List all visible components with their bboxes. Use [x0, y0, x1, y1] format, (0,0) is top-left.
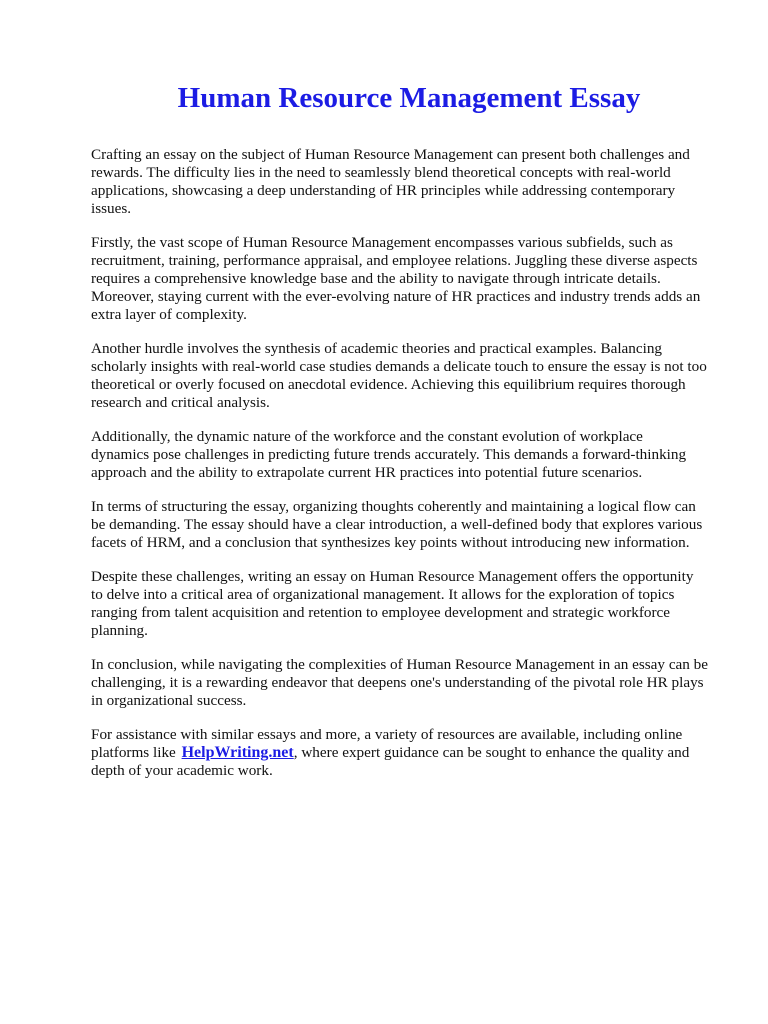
helpwriting-link[interactable]: HelpWriting.net	[181, 744, 294, 761]
text-line: Additionally, the dynamic nature of the workforce and the constant evolution of workplace	[91, 428, 643, 445]
text-line: rewards. The difficulty lies in the need to seamlessly blend theoretical concepts with real-world	[91, 164, 671, 181]
paragraph-8	[91, 726, 731, 780]
text-line: Despite these challenges, writing an essay on Human Resource Management offers the opportunity	[91, 568, 694, 585]
link-prefix-text: platforms like	[91, 744, 180, 761]
text-line: approach and the ability to extrapolate current HR practices into potential future scenarios.	[91, 464, 643, 481]
text-line: theoretical or overly focused on anecdotal evidence. Achieving this equilibrium requires thorough	[91, 376, 686, 393]
paragraph-3	[91, 340, 731, 412]
text-line: ranging from talent acquisition and retention to employee development and strategic workforce	[91, 604, 671, 621]
paragraph-7	[91, 656, 731, 710]
text-line: to delve into a critical area of organizational management. It allows for the exploration of topics	[91, 586, 675, 603]
paragraph-1	[91, 146, 731, 218]
page-title: Human Resource Management Essay	[177, 82, 641, 114]
text-line: be demanding. The essay should have a clear introduction, a well-defined body that explores various	[91, 516, 703, 533]
essay-body	[91, 146, 731, 796]
text-line: For assistance with similar essays and more, a variety of resources are available, including online	[91, 726, 683, 743]
paragraph-2	[91, 234, 731, 324]
link-suffix-text: , where expert guidance can be sought to enhance the quality and	[293, 744, 690, 761]
text-line: planning.	[91, 622, 148, 639]
text-line: recruitment, training, performance appraisal, and employee relations. Juggling these diverse aspects	[91, 252, 698, 269]
text-line: challenging, it is a rewarding endeavor that deepens one's understanding of the pivotal role HR plays	[91, 674, 704, 691]
text-line: issues.	[91, 200, 132, 217]
text-line: facets of HRM, and a conclusion that synthesizes key points without introducing new information.	[91, 534, 690, 551]
text-line: Crafting an essay on the subject of Human Resource Management can present both challenges and	[91, 146, 690, 163]
text-line: dynamics pose challenges in predicting future trends accurately. This demands a forward-thinking	[91, 446, 687, 463]
paragraph-5	[91, 498, 731, 552]
text-line: in organizational success.	[91, 692, 247, 709]
text-line: requires a comprehensive knowledge base and the ability to navigate through intricate details.	[91, 270, 661, 287]
text-line: scholarly insights with real-world case studies demands a delicate touch to ensure the essay is not too	[91, 358, 707, 375]
text-line: Firstly, the vast scope of Human Resource Management encompasses various subfields, such as	[91, 234, 673, 251]
paragraph-6	[91, 568, 731, 640]
text-line: extra layer of complexity.	[91, 306, 247, 323]
text-line: depth of your academic work.	[91, 762, 273, 779]
text-line: In terms of structuring the essay, organizing thoughts coherently and maintaining a logical flow can	[91, 498, 696, 515]
text-line-with-link	[91, 744, 731, 762]
text-line: In conclusion, while navigating the complexities of Human Resource Management in an essay can be	[91, 656, 709, 673]
text-line: research and critical analysis.	[91, 394, 270, 411]
text-line: Moreover, staying current with the ever-evolving nature of HR practices and industry trends adds an	[91, 288, 701, 305]
text-line: applications, showcasing a deep understanding of HR principles while addressing contemporary	[91, 182, 676, 199]
paragraph-4	[91, 428, 731, 482]
text-line: Another hurdle involves the synthesis of academic theories and practical examples. Balancing	[91, 340, 663, 357]
